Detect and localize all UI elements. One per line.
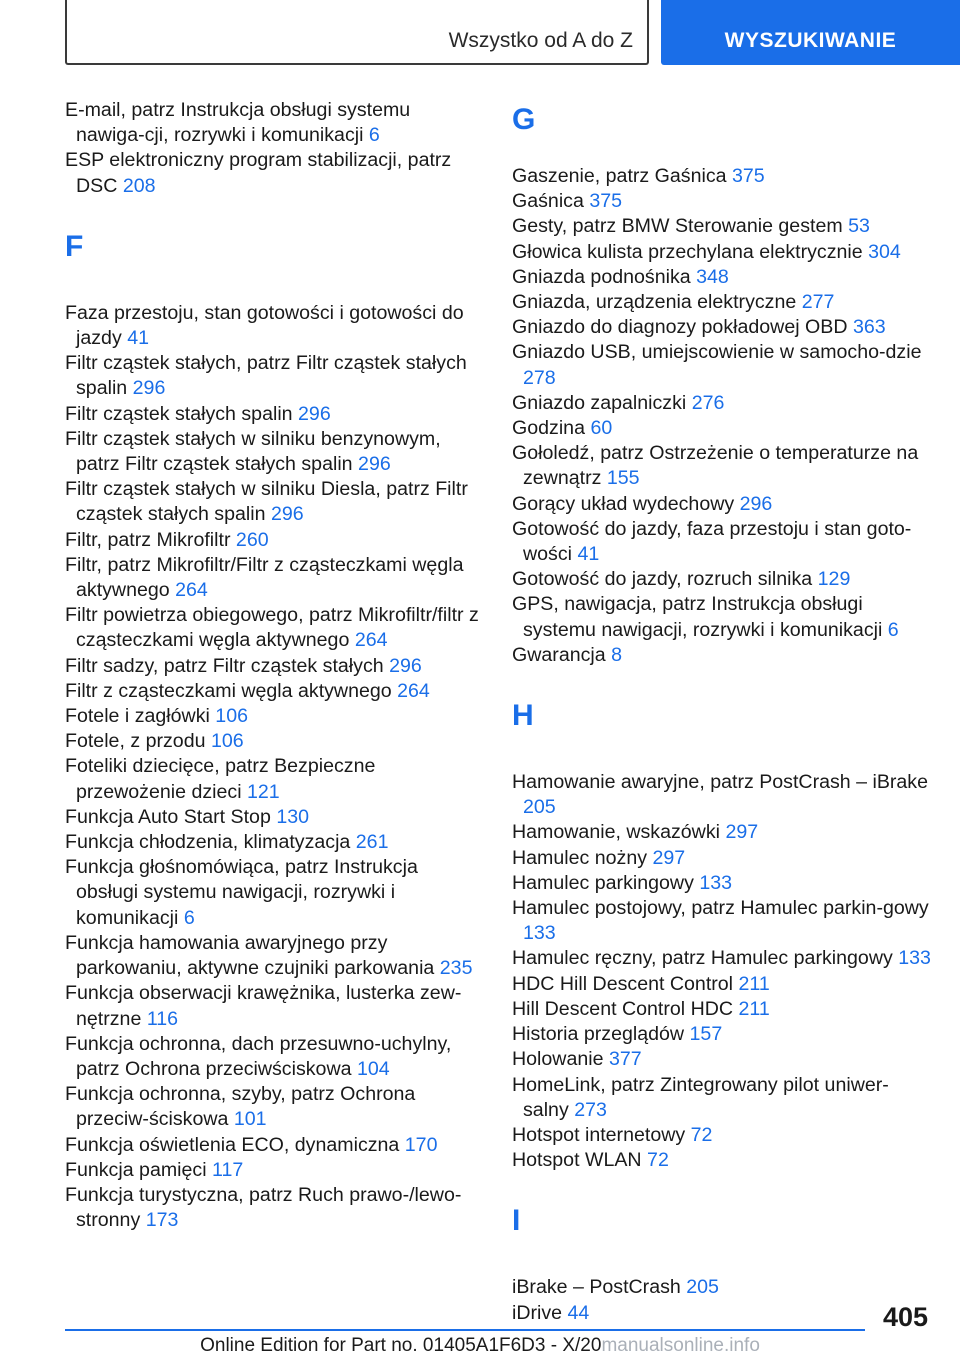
index-entry[interactable]: Funkcja turystyczna, patrz Ruch prawo-/lewo-stronny 173 bbox=[65, 1183, 462, 1232]
index-entry[interactable]: Gotowość do jazdy, faza przestoju i stan goto-wości 41 bbox=[512, 517, 912, 566]
index-entry[interactable]: E-mail, patrz Instrukcja obsługi systemu nawiga-cji, rozrywki i komunikacji 6 bbox=[65, 99, 411, 147]
page-link[interactable]: 297 bbox=[725, 821, 759, 844]
page-link[interactable]: 264 bbox=[354, 629, 388, 652]
page-link[interactable]: 296 bbox=[389, 654, 422, 677]
tab-a-to-z[interactable] bbox=[65, 0, 649, 65]
index-entry[interactable]: Foteliki dziecięce, patrz Bezpieczne przewożenie dzieci 121 bbox=[65, 755, 376, 803]
page-link[interactable]: 116 bbox=[146, 1007, 179, 1030]
page-link[interactable]: 297 bbox=[652, 846, 686, 869]
index-entry[interactable]: Filtr cząstek stałych w silniku Diesla, patrz Filtr cząstek stałych spalin 296 bbox=[65, 478, 468, 526]
index-entry[interactable]: Gołoledź, patrz Ostrzeżenie o temperaturze na zewnątrz 155 bbox=[512, 442, 919, 490]
page-link[interactable]: 157 bbox=[689, 1023, 723, 1046]
page-link[interactable]: 211 bbox=[738, 997, 770, 1020]
index-entry[interactable]: Funkcja pamięci 117 bbox=[65, 1158, 244, 1181]
index-entry[interactable]: GPS, nawigacja, patrz Instrukcja obsługi systemu nawigacji, rozrywki i komunikacji 6 bbox=[512, 593, 899, 641]
index-entry[interactable]: Hamulec parkingowy 133 bbox=[512, 871, 733, 894]
index-entry[interactable]: Funkcja chłodzenia, klimatyzacja 261 bbox=[65, 831, 389, 854]
index-entry[interactable]: Funkcja ochronna, dach przesuwno-uchylny, patrz Ochrona przeciwściskowa 104 bbox=[65, 1032, 452, 1080]
section-letter-h: H bbox=[512, 699, 534, 733]
index-column-right bbox=[512, 98, 932, 1326]
page-link[interactable]: 377 bbox=[608, 1048, 642, 1071]
page-link[interactable]: 211 bbox=[738, 972, 770, 995]
page-link[interactable]: 235 bbox=[439, 957, 473, 980]
page-link[interactable]: 264 bbox=[397, 679, 430, 702]
page-link[interactable]: 117 bbox=[212, 1158, 244, 1181]
index-entry[interactable]: Filtr, patrz Mikrofiltr/Filtr z cząsteczkami węgla aktywnego 264 bbox=[65, 553, 464, 602]
page-link[interactable]: 44 bbox=[567, 1301, 590, 1324]
page-link[interactable]: 296 bbox=[739, 492, 773, 515]
edition-text: Online Edition for Part no. 01405A1F6D3 - X/20 bbox=[200, 1335, 602, 1356]
page-link[interactable]: 363 bbox=[852, 316, 886, 339]
index-entry[interactable]: Filtr powietrza obiegowego, patrz Mikrofiltr/filtr z cząsteczkami węgla aktywnego 264 bbox=[65, 604, 479, 652]
footer bbox=[0, 1335, 960, 1357]
index-entry[interactable]: Filtr sadzy, patrz Filtr cząstek stałych 296 bbox=[65, 654, 422, 677]
index-entry[interactable]: Hamowanie awaryjne, patrz PostCrash – iBrake 205 bbox=[512, 771, 929, 819]
index-entry[interactable]: Filtr, patrz Mikrofiltr 260 bbox=[65, 528, 269, 551]
index-entry[interactable]: Funkcja Auto Start Stop 130 bbox=[65, 805, 310, 828]
page-number: 405 bbox=[882, 1302, 928, 1332]
index-entry[interactable]: Hill Descent Control HDC 211 bbox=[512, 997, 770, 1020]
index-entry[interactable]: Gniazda, urządzenia elektryczne 277 bbox=[512, 291, 835, 314]
page-link[interactable]: 348 bbox=[696, 265, 729, 288]
page-link[interactable]: 129 bbox=[817, 568, 851, 591]
index-entry[interactable]: Hamulec nożny 297 bbox=[512, 846, 686, 869]
index-entry[interactable]: Holowanie 377 bbox=[512, 1048, 642, 1071]
page-link[interactable]: 106 bbox=[215, 705, 248, 728]
tab-a-to-z-label: Wszystko od A do Z bbox=[448, 29, 633, 52]
page-link[interactable]: 170 bbox=[404, 1133, 438, 1156]
page-link[interactable]: 6 bbox=[183, 906, 195, 929]
page-link[interactable]: 130 bbox=[276, 805, 310, 828]
index-entry[interactable]: HomeLink, patrz Zintegrowany pilot uniwer-salny 273 bbox=[512, 1073, 889, 1121]
index-entry[interactable]: Hotspot WLAN 72 bbox=[512, 1149, 669, 1172]
index-entry[interactable]: Fotele i zagłówki 106 bbox=[65, 705, 248, 728]
index-entry[interactable]: Gwarancja 8 bbox=[512, 643, 623, 666]
index-entry[interactable]: Funkcja obserwacji krawężnika, lusterka zew-nętrzne 116 bbox=[65, 982, 462, 1030]
index-entry[interactable]: Filtr cząstek stałych spalin 296 bbox=[65, 402, 331, 425]
page-link[interactable]: 260 bbox=[235, 528, 269, 551]
page-link[interactable]: 375 bbox=[732, 165, 765, 187]
page-link[interactable]: 41 bbox=[127, 327, 149, 350]
page-link[interactable]: 8 bbox=[611, 643, 623, 666]
page-link[interactable]: 205 bbox=[686, 1276, 719, 1299]
index-entry[interactable]: Godzina 60 bbox=[512, 417, 613, 440]
tab-search-label: WYSZUKIWANIE bbox=[724, 29, 897, 52]
index-entry[interactable]: Gniazdo USB, umiejscowienie w samocho-dzie 278 bbox=[512, 341, 922, 389]
page-link[interactable]: 6 bbox=[368, 124, 380, 147]
page-link[interactable]: 273 bbox=[574, 1098, 607, 1121]
page-link[interactable]: 133 bbox=[523, 922, 556, 945]
page-link[interactable]: 60 bbox=[590, 417, 613, 440]
page-link[interactable]: 296 bbox=[298, 402, 331, 425]
index-entry[interactable]: Gniazdo do diagnozy pokładowej OBD 363 bbox=[512, 316, 886, 339]
page-link[interactable]: 261 bbox=[355, 831, 389, 854]
page-link[interactable]: 277 bbox=[801, 291, 835, 314]
page-link[interactable]: 264 bbox=[175, 579, 208, 602]
page-link[interactable]: 205 bbox=[523, 796, 556, 819]
index-entry[interactable]: Gorący układ wydechowy 296 bbox=[512, 492, 773, 515]
header-bar bbox=[0, 0, 960, 66]
page-link[interactable]: 278 bbox=[523, 366, 556, 389]
index-entry[interactable]: Historia przeglądów 157 bbox=[512, 1023, 723, 1046]
index-entry[interactable]: Funkcja ochronna, szyby, patrz Ochrona przeciw-ściskowa 101 bbox=[65, 1083, 416, 1131]
index-entry[interactable]: Gotowość do jazdy, rozruch silnika 129 bbox=[512, 568, 851, 591]
index-entry[interactable]: Gesty, patrz BMW Sterowanie gestem 53 bbox=[512, 215, 870, 238]
index-entry[interactable]: Hamowanie, wskazówki 297 bbox=[512, 821, 759, 844]
page-link[interactable]: 121 bbox=[247, 780, 280, 803]
index-entry[interactable]: Funkcja hamowania awaryjnego przy parkowaniu, aktywne czujniki parkowania 235 bbox=[65, 931, 473, 980]
watermark-text: manualsonline.info bbox=[601, 1335, 760, 1356]
page-link[interactable]: 304 bbox=[868, 240, 901, 263]
page-link[interactable]: 133 bbox=[699, 871, 733, 894]
page-link[interactable]: 296 bbox=[132, 377, 166, 400]
index-entry[interactable]: Faza przestoju, stan gotowości i gotowości do jazdy 41 bbox=[65, 301, 464, 350]
index-entry[interactable]: Gaśnica 375 bbox=[512, 190, 623, 213]
index-entry[interactable]: HDC Hill Descent Control 211 bbox=[512, 972, 770, 995]
page-link[interactable]: 53 bbox=[848, 215, 870, 238]
page-link[interactable]: 41 bbox=[577, 543, 600, 566]
page-link[interactable]: 6 bbox=[887, 618, 899, 641]
page-link[interactable]: 155 bbox=[606, 467, 640, 490]
page-link[interactable]: 296 bbox=[358, 453, 391, 476]
index-column-left bbox=[65, 98, 483, 1233]
index-entry[interactable]: Filtr z cząsteczkami węgla aktywnego 264 bbox=[65, 679, 430, 702]
index-entry[interactable]: iBrake – PostCrash 205 bbox=[512, 1276, 719, 1299]
index-entry[interactable]: Hamulec ręczny, patrz Hamulec parkingowy 133 bbox=[512, 947, 931, 970]
page-link[interactable]: 276 bbox=[691, 391, 725, 414]
index-entry[interactable]: Filtr cząstek stałych w silniku benzynowym, patrz Filtr cząstek stałych spalin 296 bbox=[65, 427, 441, 476]
index-entry[interactable]: Hamulec postojowy, patrz Hamulec parkin-gowy 133 bbox=[512, 897, 929, 945]
section-letter-g: G bbox=[512, 103, 536, 136]
page-link[interactable]: 104 bbox=[356, 1057, 390, 1080]
page-link[interactable]: 296 bbox=[270, 503, 304, 526]
index-entry[interactable]: ESP elektroniczny program stabilizacji, patrz DSC 208 bbox=[65, 149, 452, 197]
page-link[interactable]: 173 bbox=[145, 1209, 179, 1232]
footer-divider bbox=[65, 1329, 865, 1331]
index-entry[interactable]: Filtr cząstek stałych, patrz Filtr cząstek stałych spalin 296 bbox=[65, 352, 467, 400]
index-entry[interactable]: Fotele, z przodu 106 bbox=[65, 730, 244, 753]
section-letter-f: F bbox=[65, 229, 84, 263]
page-link[interactable]: 133 bbox=[898, 947, 931, 970]
index-entry[interactable]: Funkcja głośnomówiąca, patrz Instrukcja obsługi systemu nawigacji, rozrywki i komunikacji 6 bbox=[65, 856, 418, 929]
page-link[interactable]: 106 bbox=[210, 730, 244, 753]
tab-search[interactable] bbox=[661, 0, 960, 65]
page-link[interactable]: 72 bbox=[690, 1123, 713, 1146]
index-entry[interactable]: Gniazda podnośnika 348 bbox=[512, 265, 729, 288]
section-letter-i: I bbox=[512, 1204, 521, 1238]
index-entry[interactable]: Gniazdo zapalniczki 276 bbox=[512, 391, 725, 414]
index-entry[interactable]: iDrive 44 bbox=[512, 1301, 590, 1324]
page-link[interactable]: 72 bbox=[647, 1149, 669, 1172]
index-entry[interactable]: Hotspot internetowy 72 bbox=[512, 1123, 713, 1146]
index-entry[interactable]: Funkcja oświetlenia ECO, dynamiczna 170 bbox=[65, 1133, 438, 1156]
index-entry[interactable]: Głowica kulista przechylana elektrycznie 304 bbox=[512, 240, 901, 263]
page-link[interactable]: 375 bbox=[589, 190, 623, 213]
page-link[interactable]: 101 bbox=[233, 1108, 267, 1131]
index-entry[interactable]: Gaszenie, patrz Gaśnica 375 bbox=[512, 165, 765, 187]
page-link[interactable]: 208 bbox=[122, 174, 156, 197]
